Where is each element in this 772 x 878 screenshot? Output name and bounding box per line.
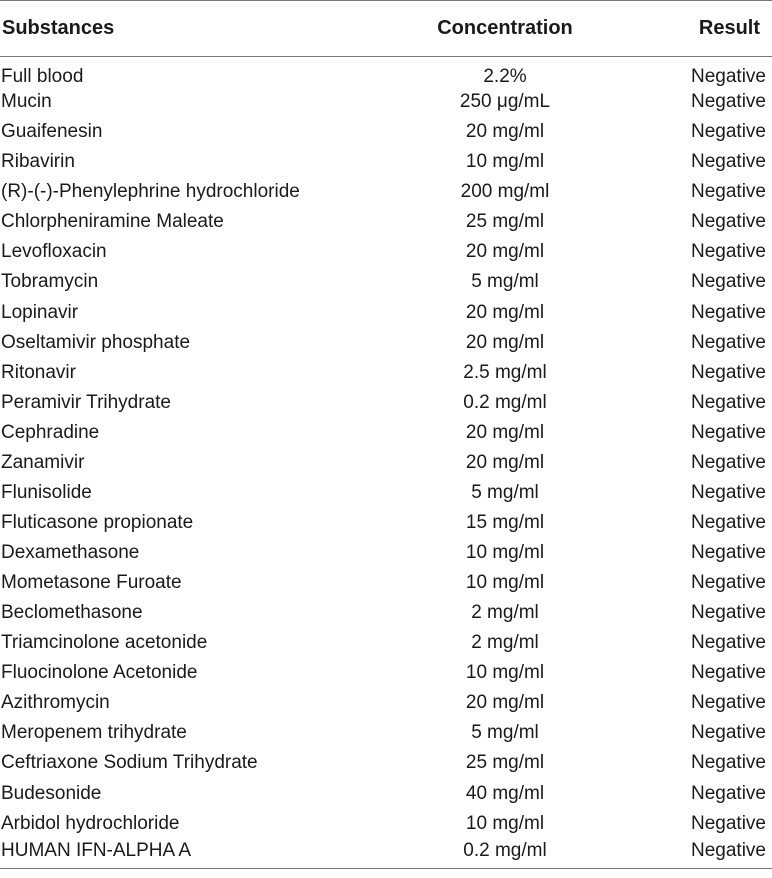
cell-result: Negative [620, 838, 772, 868]
table-row [0, 568, 772, 598]
cell-concentration: 5 mg/ml [471, 722, 539, 744]
cell-concentration: 20 mg/ml [465, 331, 545, 353]
cell-substance: Oseltamivir phosphate [1, 331, 191, 353]
table-row [0, 417, 772, 447]
table-row [0, 628, 772, 658]
header-concentration: Concentration [390, 1, 620, 57]
table-row [0, 267, 772, 297]
cell-concentration: 5 mg/ml [471, 271, 539, 293]
table-row [0, 177, 772, 207]
cell-substance: Ritonavir [1, 361, 76, 383]
table-row [0, 207, 772, 237]
cell-concentration: 2.5 mg/ml [463, 361, 547, 383]
cell-result: Negative [691, 66, 766, 88]
cell-substance: Mometasone Furoate [1, 572, 182, 594]
cell-concentration: 250 μg/mL [459, 91, 551, 113]
cell-result: Negative [691, 331, 766, 353]
cell-substance: Meropenem trihydrate [1, 722, 187, 744]
cell-substance: Triamcinolone acetonide [1, 632, 208, 654]
cell-substance: Fluticasone propionate [1, 511, 194, 533]
cell-result: Negative [691, 662, 766, 684]
table-header [0, 1, 772, 57]
cell-result: Negative [691, 542, 766, 564]
cell-result: Negative [691, 511, 766, 533]
table-row [0, 237, 772, 267]
cell-result: Negative [691, 722, 766, 744]
cell-substance: HUMAN IFN-ALPHA A [0, 838, 390, 868]
cell-result: Negative [691, 782, 766, 804]
cell-result: Negative [691, 481, 766, 503]
cell-result: Negative [691, 181, 766, 203]
cell-concentration: 2 mg/ml [471, 602, 539, 624]
cell-concentration: 40 mg/ml [465, 782, 545, 804]
cell-substance: Ribavirin [1, 151, 75, 173]
cell-substance: Azithromycin [1, 692, 110, 714]
cell-concentration: 0.2 mg/ml [390, 838, 620, 868]
table-row [0, 327, 772, 357]
header-result: Result [620, 1, 772, 57]
table-row [0, 117, 772, 147]
table-row [0, 808, 772, 838]
cell-result: Negative [691, 151, 766, 173]
cell-concentration: 5 mg/ml [471, 481, 539, 503]
table-row [0, 658, 772, 688]
cell-concentration: 2 mg/ml [471, 632, 539, 654]
cell-result: Negative [691, 632, 766, 654]
cell-substance: Beclomethasone [1, 602, 143, 624]
cell-substance: Chlorpheniramine Maleate [1, 211, 224, 233]
cell-concentration: 2.2% [483, 66, 527, 88]
cell-substance: Dexamethasone [1, 542, 140, 564]
cell-concentration: 10 mg/ml [465, 542, 545, 564]
cell-concentration: 10 mg/ml [465, 151, 545, 173]
cell-substance: Ceftriaxone Sodium Trihydrate [1, 752, 258, 774]
cell-concentration: 20 mg/ml [465, 241, 545, 263]
cell-concentration: 20 mg/ml [465, 121, 545, 143]
cell-substance: Mucin [1, 91, 52, 113]
cell-substance: Peramivir Trihydrate [1, 391, 171, 413]
cell-result: Negative [691, 421, 766, 443]
table-row [0, 87, 772, 117]
table-row [0, 447, 772, 477]
table-row [0, 387, 772, 417]
cell-result: Negative [691, 602, 766, 624]
table-row [0, 357, 772, 387]
cell-result: Negative [691, 361, 766, 383]
cell-substance: Zanamivir [1, 451, 85, 473]
cell-result: Negative [691, 301, 766, 323]
cell-result: Negative [691, 812, 766, 834]
table-row [0, 748, 772, 778]
cell-result: Negative [691, 391, 766, 413]
cell-concentration: 20 mg/ml [465, 692, 545, 714]
table-row [0, 838, 772, 868]
cell-concentration: 20 mg/ml [465, 451, 545, 473]
cell-result: Negative [691, 572, 766, 594]
table-row [0, 538, 772, 568]
table-row [0, 297, 772, 327]
cell-concentration: 15 mg/ml [465, 511, 545, 533]
table-body [0, 57, 772, 869]
cell-substance: Fluocinolone Acetonide [1, 662, 198, 684]
cell-substance: (R)-(-)-Phenylephrine hydrochloride [1, 181, 300, 203]
cell-concentration: 20 mg/ml [465, 421, 545, 443]
table-row [0, 688, 772, 718]
cell-substance: Lopinavir [1, 301, 79, 323]
cell-result: Negative [691, 451, 766, 473]
cell-concentration: 10 mg/ml [465, 662, 545, 684]
header-substances: Substances [0, 1, 390, 57]
cell-concentration: 10 mg/ml [465, 812, 545, 834]
cell-concentration: 25 mg/ml [465, 211, 545, 233]
table-row [0, 718, 772, 748]
cell-result: Negative [691, 91, 766, 113]
cell-concentration: 20 mg/ml [465, 301, 545, 323]
cell-substance: Levofloxacin [1, 241, 107, 263]
table-row [0, 507, 772, 537]
cell-substance: Flunisolide [1, 481, 92, 503]
header-row [0, 1, 772, 57]
cell-result: Negative [691, 692, 766, 714]
cell-substance: Budesonide [1, 782, 102, 804]
cell-concentration: 0.2 mg/ml [463, 391, 547, 413]
cell-concentration: 25 mg/ml [465, 752, 545, 774]
cell-substance: Cephradine [1, 421, 100, 443]
cell-substance: Full blood [1, 66, 84, 88]
table-row [0, 598, 772, 628]
table-row [0, 477, 772, 507]
cell-substance: Arbidol hydrochloride [1, 812, 180, 834]
cell-concentration: 200 mg/ml [460, 181, 550, 203]
cell-result: Negative [691, 271, 766, 293]
cell-result: Negative [691, 241, 766, 263]
table-row [0, 778, 772, 808]
table-row [0, 147, 772, 177]
cell-result: Negative [691, 752, 766, 774]
cell-concentration: 10 mg/ml [465, 572, 545, 594]
cell-result: Negative [691, 211, 766, 233]
cell-result: Negative [691, 121, 766, 143]
table-row [0, 57, 772, 87]
cell-substance: Tobramycin [1, 271, 99, 293]
cell-substance: Guaifenesin [1, 121, 103, 143]
